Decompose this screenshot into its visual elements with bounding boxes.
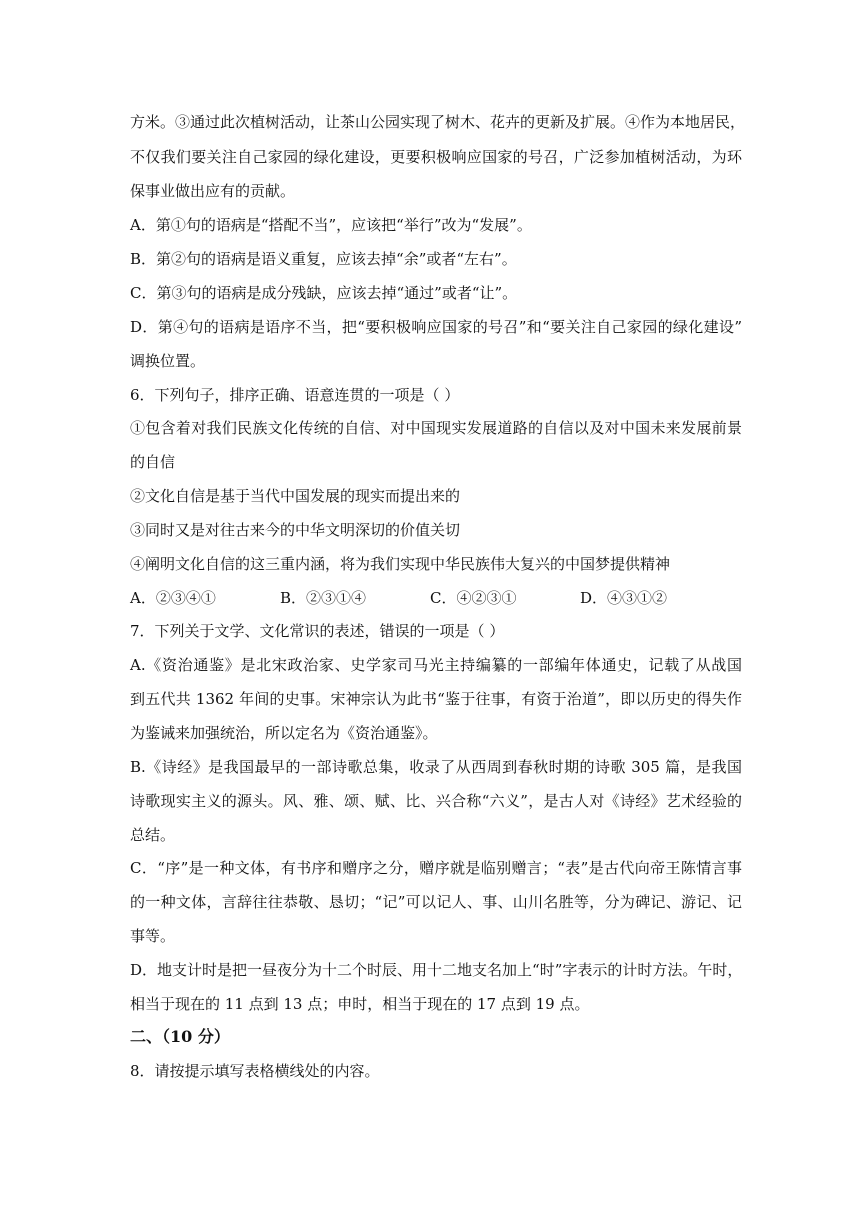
q6-options-row	[130, 589, 750, 607]
q5-option-d-line-1: D．第④句的语病是语序不当，把“要积极响应国家的号召”和“要关注自己家园的绿化建设”	[130, 318, 742, 336]
q5-option-d-line-2: 调换位置。	[130, 352, 206, 370]
q7-option-c-line-3: 事等。	[130, 927, 176, 945]
q7-option-a-line-2: 到五代共 1362 年间的史事。宋神宗认为此书“鉴于往事，有资于治道”，即以历史的得失作	[130, 690, 742, 708]
q6-stem: 6．下列句子，排序正确、语意连贯的一项是（ ）	[130, 386, 460, 404]
q6-sentence-2: ②文化自信是基于当代中国发展的现实而提出来的	[130, 487, 461, 505]
q6-option-a: A．②③④①	[130, 589, 216, 607]
q7-option-a-line-1: A.《资治通鉴》是北宋政治家、史学家司马光主持编纂的一部编年体通史，记载了从战国	[130, 656, 742, 674]
q8-stem: 8．请按提示填写表格横线处的内容。	[130, 1062, 380, 1080]
q5-option-b: B．第②句的语病是语义重复，应该去掉“余”或者“左右”。	[130, 250, 517, 268]
q6-option-d: D．④③①②	[580, 589, 668, 607]
q5-option-a: A．第①句的语病是“搭配不当”，应该把“举行”改为“发展”。	[130, 216, 532, 234]
q7-option-a-line-3: 为鉴诫来加强统治，所以定名为《资治通鉴》。	[130, 724, 438, 742]
section-heading: 二、（10 分）	[130, 1027, 230, 1046]
q6-sentence-1-line-2: 的自信	[130, 453, 176, 471]
q7-option-b-line-2: 诗歌现实主义的源头。风、雅、颂、赋、比、兴合称“六义”，是古人对《诗经》艺术经验的	[130, 792, 742, 810]
q6-sentence-4: ④阐明文化自信的这三重内涵，将为我们实现中华民族伟大复兴的中国梦提供精神	[130, 555, 671, 573]
q6-option-c: C．④②③①	[430, 589, 517, 607]
q7-option-d-line-2: 相当于现在的 11 点到 13 点；申时，相当于现在的 17 点到 19 点。	[130, 995, 590, 1013]
q7-option-c-line-1: C．“序”是一种文体，有书序和赠序之分，赠序就是临别赠言；“表”是古代向帝王陈情言事	[130, 859, 742, 877]
q7-stem: 7．下列关于文学、文化常识的表述，错误的一项是（ ）	[130, 622, 505, 640]
paragraph-line-1: 方米。③通过此次植树活动，让茶山公园实现了树木、花卉的更新及扩展。④作为本地居民，	[130, 113, 746, 131]
paragraph-line-2: 不仅我们要关注自己家园的绿化建设，更要积极响应国家的号召，广泛参加植树活动，为环	[130, 148, 742, 166]
q6-sentence-1-line-1: ①包含着对我们民族文化传统的自信、对中国现实发展道路的自信以及对中国未来发展前景	[130, 419, 742, 437]
q7-option-b-line-1: B.《诗经》是我国最早的一部诗歌总集，收录了从西周到春秋时期的诗歌 305 篇，是我国	[130, 758, 742, 776]
q6-option-b: B．②③①④	[280, 589, 367, 607]
q7-option-b-line-3: 总结。	[130, 826, 176, 844]
q6-sentence-3: ③同时又是对往古来今的中华文明深切的价值关切	[130, 521, 461, 539]
paragraph-line-3: 保事业做出应有的贡献。	[130, 182, 296, 200]
q5-option-c: C．第③句的语病是成分残缺，应该去掉“通过”或者“让”。	[130, 284, 518, 302]
q7-option-c-line-2: 的一种文体，言辞往往恭敬、恳切；“记”可以记人、事、山川名胜等，分为碑记、游记、记	[130, 893, 742, 911]
q7-option-d-line-1: D．地支计时是把一昼夜分为十二个时辰、用十二地支名加上“时”字表示的计时方法。午时，	[130, 961, 743, 979]
